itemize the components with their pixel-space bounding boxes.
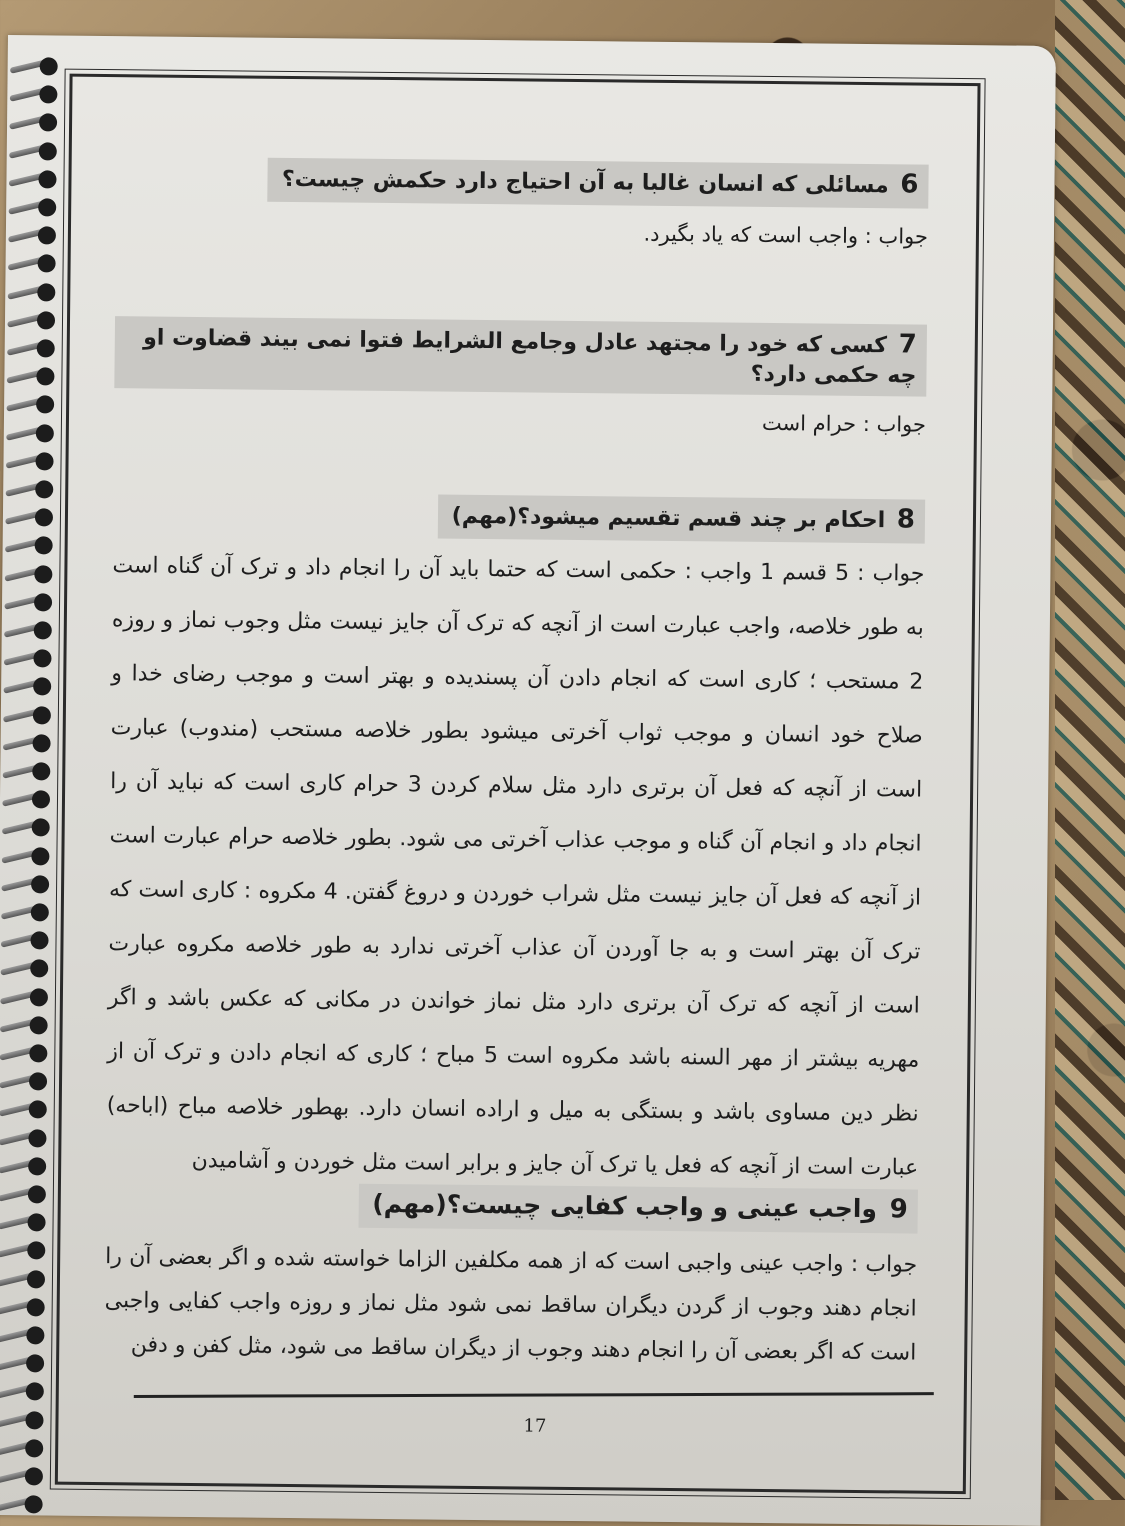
answer-text: جواب : واجب است که یاد بگیرد. — [643, 221, 929, 249]
punch-hole — [29, 1044, 47, 1062]
section-8 — [106, 491, 925, 1195]
punch-hole — [25, 1439, 43, 1457]
spiral-ring — [0, 1439, 45, 1460]
spiral-ring — [7, 311, 57, 332]
punch-hole — [39, 114, 57, 132]
spiral-ring — [2, 818, 52, 839]
notebook-page — [0, 35, 1056, 1526]
punch-hole — [38, 255, 56, 273]
punch-hole — [33, 649, 51, 667]
spiral-ring — [0, 1100, 49, 1121]
punch-hole — [28, 1157, 46, 1175]
punch-hole — [27, 1270, 45, 1288]
spiral-ring — [3, 649, 53, 670]
punch-hole — [38, 170, 56, 188]
spiral-ring — [0, 1495, 45, 1516]
carpet-background — [1055, 0, 1125, 1500]
punch-hole — [27, 1298, 45, 1316]
punch-hole — [28, 1129, 46, 1147]
question-number: 8 — [896, 504, 916, 535]
punch-hole — [37, 283, 55, 301]
page-number: 17 — [523, 1415, 547, 1437]
spiral-ring — [10, 57, 60, 78]
punch-hole — [31, 875, 49, 893]
question-text: مسائلی که انسان غالبا به آن احتیاج دارد حکمش چیست؟ — [281, 166, 889, 199]
punch-hole — [25, 1411, 43, 1429]
section-9 — [104, 1181, 918, 1375]
spiral-ring — [0, 1016, 50, 1037]
section-7 — [114, 316, 927, 440]
spiral-ring — [0, 1185, 48, 1206]
punch-hole — [34, 565, 52, 583]
spiral-ring — [8, 226, 58, 247]
punch-hole — [27, 1242, 45, 1260]
answer-text: جواب : حرام است — [761, 411, 927, 438]
spiral-ring — [0, 959, 50, 980]
spiral-ring — [1, 903, 51, 924]
question-heading — [268, 158, 929, 209]
spiral-ring — [2, 790, 52, 811]
punch-hole — [30, 988, 48, 1006]
spiral-ring — [2, 762, 52, 783]
spiral-ring — [5, 452, 55, 473]
punch-hole — [29, 1101, 47, 1119]
punch-hole — [30, 960, 48, 978]
question-text: احکام بر چند قسم تقسیم میشود؟(مهم) — [451, 503, 886, 534]
punch-hole — [37, 311, 55, 329]
punch-hole — [38, 227, 56, 245]
punch-hole — [40, 57, 58, 75]
punch-hole — [35, 452, 53, 470]
spiral-ring — [0, 1213, 48, 1234]
section-6 — [116, 156, 929, 252]
question-number: 6 — [900, 169, 919, 200]
punch-hole — [31, 903, 49, 921]
spiral-ring — [0, 1241, 47, 1262]
answer-text: جواب : 5 قسم 1 واجب : حکمی است که حتما باید آن را انجام داد و ترک آن گناه است به طور خلاصه، واجب عبارت است از آنچه که ترک آن جایز نیست مثل وجوب نماز و روزه 2 مستحب ؛ کاری است که انجام دادن آن پسندیده و بهتر است و موجب رضای خدا و صلاح خود انسان و موجب ثواب آخرتی میشود بطور خلاصه مستحب (مندوب) عبارت است از آنچه که فعل آن برتری دارد مثل سلام کردن 3 حرام کاری است که نباید آن را انجام داد و انجام آن گناه و موجب عذاب آخرتی می شود. بطور خلاصه حرام عبارت است از آنچه که فعل آن جایز نیست مثل شراب خوردن و دروغ گفتن. 4 مکروه : کاری است که ترک آن بهتر است و به جا آوردن آن عذاب آخرتی ندارد به طور خلاصه مکروه عبارت است از آنچه که ترک آن برتری دارد مثل نماز خواندن در مکانی که عکس باشد و اگر مهریه بیشتر از مهر السنه باشد مکروه است 5 مباح ؛ کاری که انجام دادن و ترک آن از نظر دین مساوی باشد و بستگی به میل و اراده انسان دارد. بهطور خلاصه مباح (اباحه) عبارت است از آنچه که فعل یا ترک آن جایز و برابر است مثل خوردن و آشامیدن — [106, 552, 925, 1181]
punch-hole — [35, 480, 53, 498]
punch-hole — [26, 1326, 44, 1344]
punch-hole — [26, 1383, 44, 1401]
punch-hole — [25, 1495, 43, 1513]
punch-hole — [32, 734, 50, 752]
punch-hole — [28, 1185, 46, 1203]
spiral-ring — [9, 85, 59, 106]
spiral-ring — [2, 734, 52, 755]
question-text: کسی که خود را مجتهد عادل وجامع الشرایط فتوا نمی بیند قضاوت او چه حکمی دارد؟ — [143, 325, 917, 389]
punch-hole — [37, 339, 55, 357]
spiral-ring — [8, 170, 58, 191]
question-heading — [358, 1184, 918, 1234]
spiral-ring — [6, 395, 56, 416]
spiral-ring — [0, 1298, 47, 1319]
punch-hole — [36, 396, 54, 414]
punch-hole — [38, 198, 56, 216]
punch-hole — [32, 790, 50, 808]
spiral-ring — [0, 1044, 49, 1065]
spiral-ring — [0, 1467, 45, 1488]
punch-hole — [25, 1467, 43, 1485]
punch-hole — [27, 1213, 45, 1231]
spiral-ring — [3, 706, 53, 727]
spiral-ring — [0, 931, 50, 952]
question-heading — [438, 495, 926, 544]
spiral-ring — [7, 283, 57, 304]
spiral-ring — [3, 677, 53, 698]
question-text: واجب عینی و واجب کفایی چیست؟(مهم) — [372, 1188, 878, 1224]
punch-hole — [34, 621, 52, 639]
spiral-ring — [6, 367, 56, 388]
spiral-ring — [0, 1411, 46, 1432]
punch-hole — [33, 678, 51, 696]
punch-hole — [29, 1072, 47, 1090]
punch-hole — [31, 847, 49, 865]
spiral-ring — [0, 1270, 47, 1291]
spiral-ring — [9, 113, 59, 134]
punch-hole — [35, 508, 53, 526]
punch-hole — [39, 86, 57, 104]
question-number: 7 — [898, 329, 917, 360]
punch-hole — [36, 368, 54, 386]
punch-hole — [39, 142, 57, 160]
spiral-ring — [4, 593, 54, 614]
spiral-ring — [0, 1072, 49, 1093]
spiral-ring — [5, 480, 55, 501]
punch-hole — [30, 1016, 48, 1034]
punch-hole — [26, 1354, 44, 1372]
answer-text: جواب : واجب عینی واجبی است که از همه مکلفین الزاما خواسته شده و اگر بعضی آن را انجام دهند وجوب از گردن دیگران ساقط نمی شود مثل نماز و روزه واجب کفایی واجبی است که اگر بعضی آن را انجام دهند وجوب از دیگران ساقط می شود، مثل کفن و دفن — [104, 1243, 918, 1366]
spiral-ring — [0, 1354, 46, 1375]
question-number: 9 — [889, 1194, 908, 1225]
spiral-ring — [4, 621, 54, 642]
punch-hole — [33, 706, 51, 724]
spiral-ring — [7, 339, 57, 360]
spiral-ring — [0, 1157, 48, 1178]
spiral-ring — [0, 1129, 49, 1150]
spiral-ring — [4, 565, 54, 586]
spiral-ring — [6, 424, 56, 445]
spiral-ring — [0, 1326, 46, 1347]
spiral-ring — [5, 536, 55, 557]
spiral-ring — [0, 1382, 46, 1403]
spiral-ring — [1, 847, 51, 868]
spiral-ring — [8, 198, 58, 219]
spiral-ring — [1, 875, 51, 896]
punch-hole — [30, 931, 48, 949]
question-heading — [114, 316, 927, 397]
spiral-ring — [5, 508, 55, 529]
punch-hole — [32, 762, 50, 780]
punch-hole — [34, 593, 52, 611]
spiral-ring — [0, 988, 50, 1009]
punch-hole — [35, 537, 53, 555]
punch-hole — [36, 424, 54, 442]
spiral-ring — [7, 254, 57, 275]
spiral-ring — [9, 142, 59, 163]
punch-hole — [32, 819, 50, 837]
